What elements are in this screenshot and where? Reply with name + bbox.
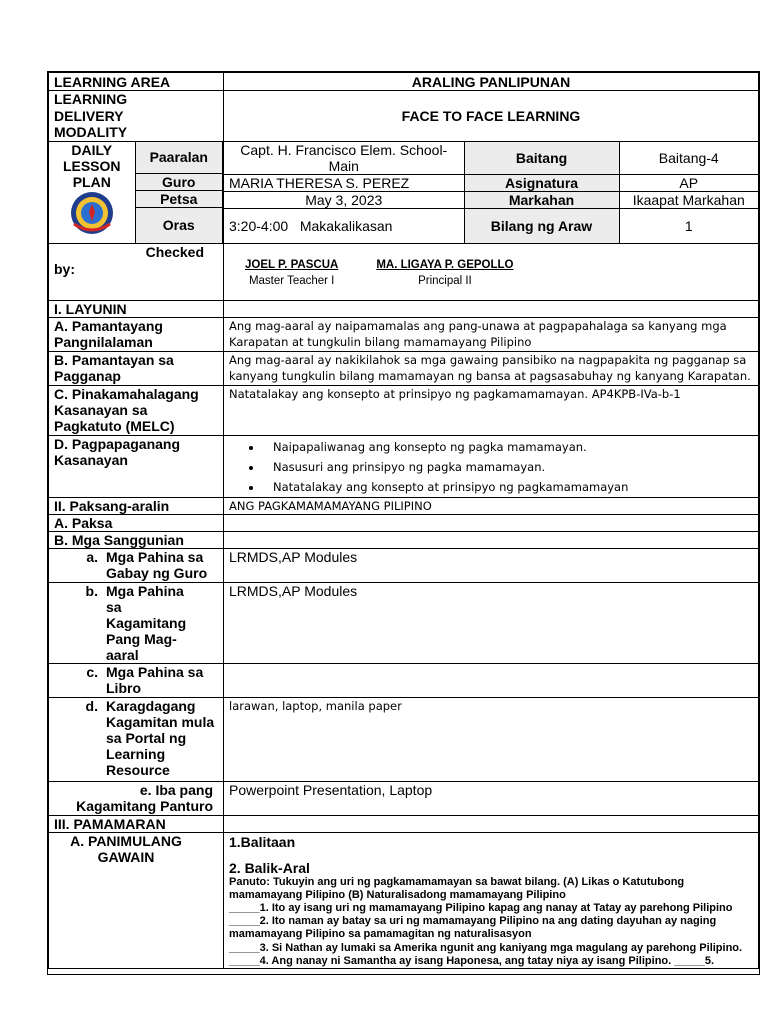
petsa-label: Petsa: [135, 191, 223, 208]
markahan-label: Markahan: [464, 191, 619, 208]
layunin-heading: I. LAYUNIN: [49, 300, 224, 317]
question-item: _____2. Ito naman ay batay sa uri ng mamamayang Pilipino na ang dating dayuhan ay naging mamamayang Pilipino sa pamamagitan ng naturalisasyon: [229, 915, 717, 941]
modality-label: LEARNING DELIVERY MODALITY: [49, 91, 224, 142]
modality-value: FACE TO FACE LEARNING: [224, 91, 759, 142]
school-seal-logo: [68, 190, 116, 236]
pamantayang-pangnilalaman-label: A. Pamantayang Pangnilalaman: [49, 317, 224, 351]
learning-area-label: LEARNING AREA: [49, 73, 224, 91]
pamantayan-sa-pagganap-label: B. Pamantayan sa Pagganap: [49, 351, 224, 385]
oras-label: Oras: [135, 208, 223, 243]
karagdagang-kagamitan-label: d. Karagdagang Kagamitan mula sa Portal ng Learning Resource: [49, 697, 224, 781]
learning-area-value: ARALING PANLIPUNAN: [224, 73, 759, 91]
lesson-plan-table: [48, 72, 759, 969]
kagamitang-mag-aaral-label: b. Mga Pahina sa Kagamitang Pang Mag-aaral: [49, 582, 224, 663]
pamantayan-sa-pagganap-value: Ang mag-aaral ay nakikilahok sa mga gawaing pansibiko na nagpapakita ng pagganap sa kanyang tungkulin bilang mamamayan ng bansa at pagsasabuhay ng kanyang Karapatan.: [224, 351, 759, 385]
asignatura-value: AP: [619, 174, 758, 191]
pagpapaganang-kasanayan-label: D. Pagpapaganang Kasanayan: [49, 435, 224, 497]
melc-label: C. Pinakamahalagang Kasanayan sa Pagkatuto (MELC): [49, 385, 224, 435]
checked-by-label: Checked by:: [49, 243, 224, 300]
objective-item: • Natatalakay ang konsepto at prinsipyo ng pagkamamamayan: [263, 477, 753, 497]
bilang-label: Bilang ng Araw: [464, 208, 619, 243]
pahina-sa-libro-value: [224, 663, 759, 697]
paksa-label: A. Paksa: [49, 514, 224, 531]
pamantayang-pangnilalaman-value: Ang mag-aaral ay naipamamalas ang pang-unawa at pagpapahalaga sa kanyang mga Karapatan at tungkulin bilang mamamayang Pilipino: [224, 317, 759, 351]
lesson-plan-document: [47, 71, 760, 975]
sanggunian-label: B. Mga Sanggunian: [49, 531, 224, 548]
pamamaraan-heading: III. PAMAMARAN: [49, 815, 224, 832]
panimulang-gawain-content: [224, 832, 759, 968]
karagdagang-kagamitan-value: larawan, laptop, manila paper: [224, 697, 759, 781]
balik-aral-heading: 2. Balik-Aral: [229, 859, 310, 876]
question-item: _____3. Si Nathan ay lumaki sa Amerika ngunit ang kaniyang mga magulang ay parehong Pilipino.: [229, 941, 743, 954]
objective-item: • Nasusuri ang prinsipyo ng pagka mamamayan.: [263, 457, 753, 477]
dlp-details-cell: [224, 141, 759, 243]
question-item: _____1. Ito ay isang uri ng mamamayang Pilipino kapag ang nanay at Tatay ay parehong Pilipino: [229, 901, 733, 914]
gabay-ng-guro-label: a. Mga Pahina sa Gabay ng Guro: [49, 548, 224, 582]
baitang-value: Baitang-4: [619, 142, 758, 175]
asignatura-label: Asignatura: [464, 174, 619, 191]
bilang-value: 1: [619, 208, 758, 243]
oras-value: 3:20-4:00 Makakalikasan: [224, 208, 464, 243]
baitang-label: Baitang: [464, 142, 619, 175]
balitaan-heading: 1.Balitaan: [229, 833, 296, 850]
objective-item: • Naipapaliwanag ang konsepto ng pagka mamamayan.: [263, 437, 753, 457]
iba-pang-kagamitan-label: e. Iba pang Kagamitang Panturo: [49, 781, 224, 815]
pahina-sa-libro-label: c. Mga Pahina sa Libro: [49, 663, 224, 697]
paksang-aralin-heading: II. Paksang-aralin: [49, 497, 224, 514]
checked-by-signatures: [224, 243, 759, 300]
signatory: JOEL P. PASCUA Master Teacher I: [245, 258, 339, 287]
panimulang-gawain-label: A. PANIMULANG GAWAIN: [49, 832, 224, 968]
pagpapaganang-kasanayan-list: [224, 435, 759, 497]
kagamitang-mag-aaral-value: LRMDS,AP Modules: [224, 582, 759, 663]
question-item: _____4. Ang nanay ni Samantha ay isang Haponesa, ang tatay niya ay isang Pilipino. _____5.: [229, 954, 715, 967]
signatory: MA. LIGAYA P. GEPOLLO Principal II: [376, 258, 514, 287]
dlp-label-cell: [49, 141, 224, 243]
panuto-text: Panuto: Tukuyin ang uri ng pagkamamamayan sa bawat bilang. (A) Likas o Katutubong mamamayang Pilipino (B) Naturalisadong mamamayang Pilipino: [229, 875, 685, 901]
petsa-value: May 3, 2023: [224, 191, 464, 208]
dlp-title-cell: DAILY LESSON PLAN: [49, 142, 135, 243]
paaralan-label: Paaralan: [135, 142, 223, 174]
guro-label: Guro: [135, 174, 223, 191]
iba-pang-kagamitan-value: Powerpoint Presentation, Laptop: [224, 781, 759, 815]
guro-value: MARIA THERESA S. PEREZ: [224, 174, 464, 191]
paaralan-value: Capt. H. Francisco Elem. School-Main: [224, 142, 464, 175]
gabay-ng-guro-value: LRMDS,AP Modules: [224, 548, 759, 582]
paksang-aralin-value: ANG PAGKAMAMAMAYANG PILIPINO: [224, 497, 759, 514]
markahan-value: Ikaapat Markahan: [619, 191, 758, 208]
melc-value: Natatalakay ang konsepto at prinsipyo ng pagkamamamayan. AP4KPB-IVa-b-1: [224, 385, 759, 435]
